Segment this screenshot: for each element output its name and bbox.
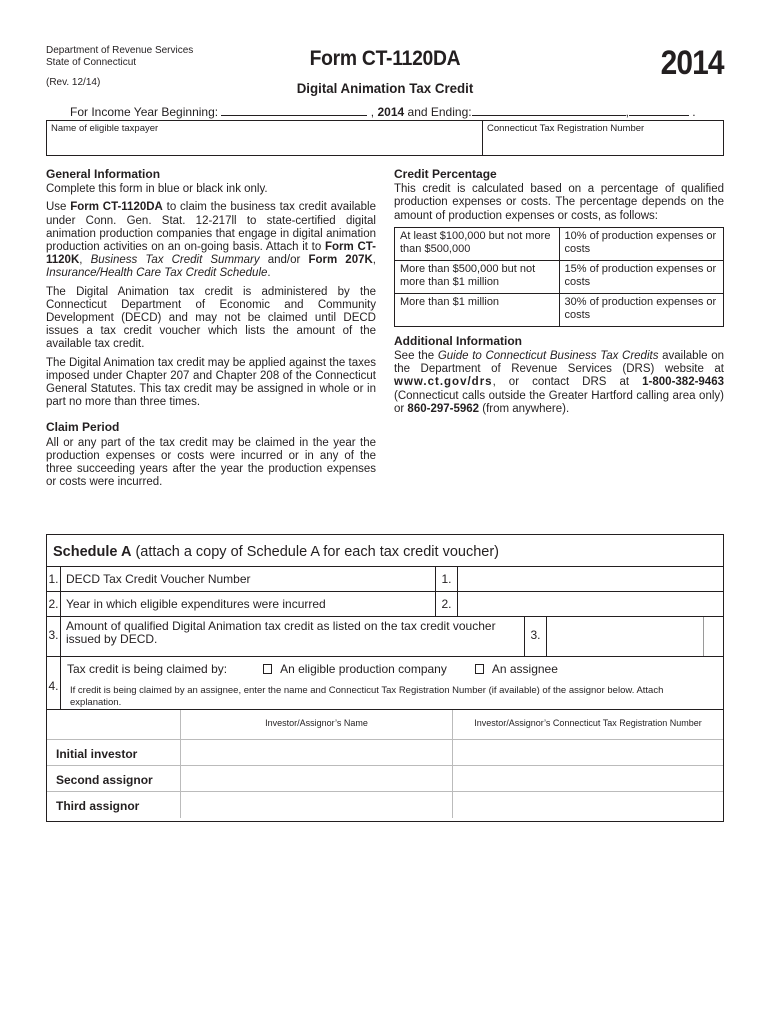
credit-percentage-intro: This credit is calculated based on a percentage of qualified production expenses or costs. The percentage depends on the amount of production expenses or costs, as follows:: [394, 183, 724, 222]
schedule-a-title: Schedule A (attach a copy of Schedule A for each tax credit voucher): [47, 535, 723, 567]
income-year-beginning-field[interactable]: [221, 104, 367, 116]
investor-registration-field[interactable]: [453, 740, 723, 765]
form-subtitle: Digital Animation Tax Credit: [296, 80, 474, 96]
claimed-by-row: [67, 662, 717, 676]
tax-year: 2014: [660, 44, 724, 82]
revision-date: (Rev. 12/14): [46, 77, 101, 88]
rate-cell: 10% of production expenses or costs: [559, 227, 724, 260]
comma: ,: [370, 105, 378, 119]
range-cell: More than $500,000 but not more than $1 million: [395, 260, 560, 293]
schedule-line-4: [47, 657, 723, 710]
table-row: [47, 766, 723, 792]
drs-phone-2: 860-297-5962: [407, 402, 480, 415]
income-year-bold: 2014: [377, 105, 405, 119]
range-cell: At least $100,000 but not more than $500,000: [395, 227, 560, 260]
investor-registration-field[interactable]: [453, 766, 723, 791]
taxpayer-registration-field[interactable]: [483, 121, 723, 155]
table-row: [47, 792, 723, 818]
cents-field[interactable]: [704, 617, 723, 656]
taxpayer-name-label: Name of eligible taxpayer: [51, 123, 159, 134]
line-number: 2.: [47, 592, 61, 616]
line-number: 4.: [47, 657, 61, 709]
credit-percentage-table: [394, 227, 724, 327]
line-ref: 3.: [524, 617, 547, 656]
schedule-line-2: [47, 592, 723, 617]
line-number: 1.: [47, 567, 61, 591]
credit-percentage-heading: Credit Percentage: [394, 167, 497, 181]
voucher-number-field[interactable]: [458, 567, 723, 591]
state-name: State of Connecticut: [46, 57, 137, 68]
claim-period-heading: Claim Period: [46, 420, 120, 435]
assignee-label: An assignee: [491, 662, 558, 676]
additional-information-heading: Additional Information: [394, 333, 522, 348]
line-ref: 2.: [435, 592, 458, 616]
table-row: [395, 227, 724, 260]
claimed-by-label: Tax credit is being claimed by:: [67, 662, 228, 676]
credit-amount-field[interactable]: [547, 617, 704, 656]
table-row: [395, 293, 724, 326]
expenditure-year-field[interactable]: [458, 592, 723, 616]
income-year-ending-year-field[interactable]: [629, 104, 689, 116]
rate-cell: 15% of production expenses or costs: [559, 260, 724, 293]
drs-phone-1: 1-800-382-9463: [642, 376, 724, 389]
range-cell: More than $1 million: [395, 293, 560, 326]
general-information-heading: General Information: [46, 167, 161, 181]
taxpayer-registration-label: Connecticut Tax Registration Number: [487, 123, 645, 134]
income-year-ending-field[interactable]: [472, 104, 626, 116]
schedule-line-3: [47, 617, 723, 657]
instructions-left-column: [46, 168, 376, 494]
investor-name-field[interactable]: [181, 766, 453, 791]
income-year-ending-label: and Ending:: [407, 105, 472, 119]
assignee-checkbox[interactable]: [475, 664, 484, 674]
header-blank: [47, 710, 181, 739]
line-label: DECD Tax Credit Voucher Number: [66, 572, 251, 586]
general-information-p2: Use Form CT-1120DA to claim the business tax credit available under Conn. Gen. Stat. 12-217ll to state-certified digital animation production companies that engage in digital animation production activities on an on-going basis. Attach it to Form CT-1120K, Business Tax Credit Summary and/or Form 207K, Insurance/Health Care Tax Credit Schedule.: [46, 201, 376, 280]
production-company-checkbox[interactable]: [263, 664, 272, 674]
header-investor-registration: Investor/Assignor’s Connecticut Tax Registration Number: [474, 718, 702, 728]
taxpayer-info-box: [46, 120, 724, 156]
investor-table-header: [47, 710, 723, 740]
claim-period-text: All or any part of the tax credit may be claimed in the year the production expenses or costs were incurred or in any of the three succeeding years after the year the production expenses or costs were incurred.: [46, 436, 376, 489]
row-label: Third assignor: [47, 792, 181, 818]
table-row: [395, 260, 724, 293]
general-information-p3: The Digital Animation tax credit is administered by the Connecticut Department of Economic and Community Development (DECD) and may not be claimed until DECD issues a tax credit voucher which lists the amount of the available tax credit.: [46, 285, 376, 351]
comma: ,: [625, 105, 629, 119]
taxpayer-name-field[interactable]: [47, 121, 483, 155]
drs-website-link[interactable]: www.ct.gov/drs: [394, 376, 493, 389]
assignee-note: If credit is being claimed by an assignee, enter the name and Connecticut Tax Registration Number (if available) of the assignor below. Attach explanation.: [70, 685, 664, 708]
line-number: 3.: [47, 617, 61, 656]
period: .: [688, 105, 696, 119]
row-label: Initial investor: [47, 740, 181, 765]
header-investor-name: Investor/Assignor’s Name: [181, 710, 453, 739]
schedule-line-1: [47, 567, 723, 592]
general-information-p4: The Digital Animation tax credit may be applied against the taxes imposed under Chapter 207 and Chapter 208 of the Connecticut General Statutes. This tax credit may be assigned in whole or in part no more than three times.: [46, 356, 376, 409]
investor-registration-field[interactable]: [453, 792, 723, 818]
investor-name-field[interactable]: [181, 740, 453, 765]
production-company-label: An eligible production company: [280, 662, 447, 676]
row-label: Second assignor: [47, 766, 181, 791]
general-information-p1: Complete this form in blue or black ink only.: [46, 183, 268, 196]
form-title: Form CT-1120DA: [309, 47, 461, 70]
line-ref: 1.: [435, 567, 458, 591]
line-label: Amount of qualified Digital Animation tax credit as listed on the tax credit voucher issued by DECD.: [66, 619, 496, 646]
additional-information-text: See the Guide to Connecticut Business Tax Credits available on the Department of Revenue Services (DRS) website at www.ct.gov/drs, or contact DRS at 1-800-382-9463 (Connecticut calls outside the Greater Hartford calling area only) or 860-297-5962 (from anywhere).: [394, 350, 725, 415]
schedule-a: [46, 534, 724, 822]
table-row: [47, 740, 723, 766]
income-year-line: [70, 104, 696, 119]
rate-cell: 30% of production expenses or costs: [559, 293, 724, 326]
line-4-body: [61, 657, 723, 709]
investor-name-field[interactable]: [181, 792, 453, 818]
income-year-beginning-label: For Income Year Beginning:: [70, 105, 219, 119]
line-label: Year in which eligible expenditures were incurred: [66, 597, 326, 611]
instructions-right-column: [394, 168, 724, 421]
department-name: Department of Revenue Services: [46, 45, 194, 56]
